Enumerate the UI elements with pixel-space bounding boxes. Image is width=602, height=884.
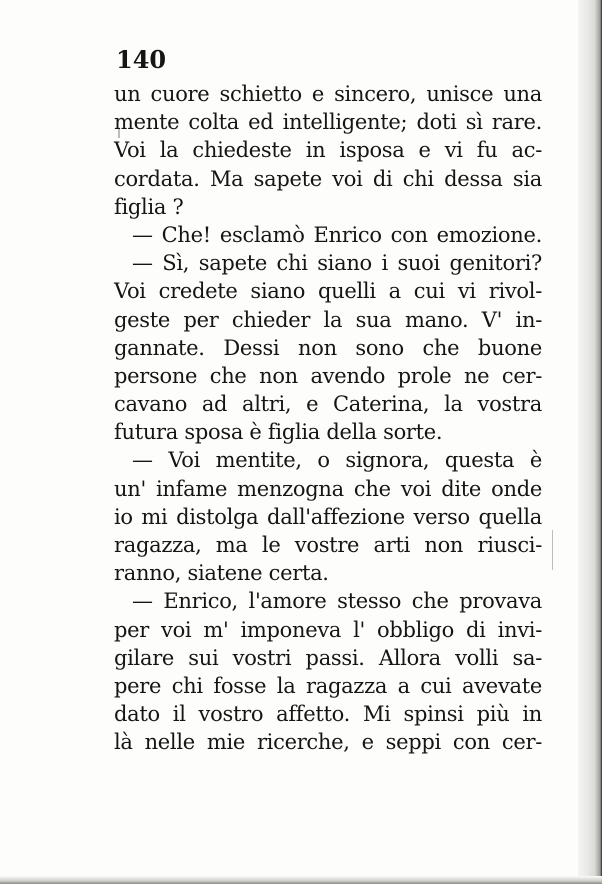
body-text — [114, 80, 542, 757]
text-line: ranno, siatene certa. — [114, 561, 329, 586]
text-line: persone che non avendo prole ne cer- — [114, 363, 542, 388]
text-line: futura sposa è figlia della sorte. — [114, 420, 443, 445]
text-line: figlia ? — [114, 194, 184, 219]
text-line: pere chi fosse la ragazza a cui avevate — [114, 673, 542, 698]
text-line: — Che! esclamò Enrico con emozione. — [132, 222, 542, 247]
book-spine-shadow — [578, 0, 602, 884]
text-line: Voi credete siano quelli a cui vi rivol- — [114, 279, 542, 304]
paper-crease — [552, 530, 553, 570]
page-bottom-edge — [0, 876, 602, 884]
text-line: — Voi mentite, o signora, questa è — [132, 448, 542, 473]
text-line: Voi la chiedeste in isposa e vi fu ac- — [114, 138, 542, 163]
text-line: — Sì, sapete chi siano i suoi genitori? — [132, 251, 542, 276]
text-line: cavano ad altri, e Caterina, la vostra — [114, 392, 542, 417]
text-line: cordata. Ma sapete voi di chi dessa sia — [114, 166, 542, 191]
text-line: ragazza, ma le vostre arti non riusci- — [114, 533, 542, 557]
text-line: gilare sui vostri passi. Allora volli sa- — [114, 645, 542, 670]
page-number: 140 — [116, 45, 167, 74]
text-line: dato il vostro affetto. Mi spinsi più in — [114, 702, 542, 727]
text-line: — Enrico, l'amore stesso che provava — [132, 589, 542, 614]
text-line: gannate. Dessi non sono che buone — [114, 335, 542, 360]
text-line: geste per chieder la sua mano. V' in- — [114, 307, 542, 332]
text-line: per voi m' imponeva l' obbligo di invi- — [114, 617, 542, 642]
text-line: là nelle mie ricerche, e seppi con cer- — [114, 730, 542, 755]
text-line: un' infame menzogna che voi dite onde — [114, 476, 542, 501]
text-line: mente colta ed intelligente; doti sì rare. — [114, 110, 542, 135]
text-line: io mi distolga dall'affezione verso quella — [114, 504, 542, 529]
text-line: un cuore schietto e sincero, unisce una — [114, 82, 542, 106]
